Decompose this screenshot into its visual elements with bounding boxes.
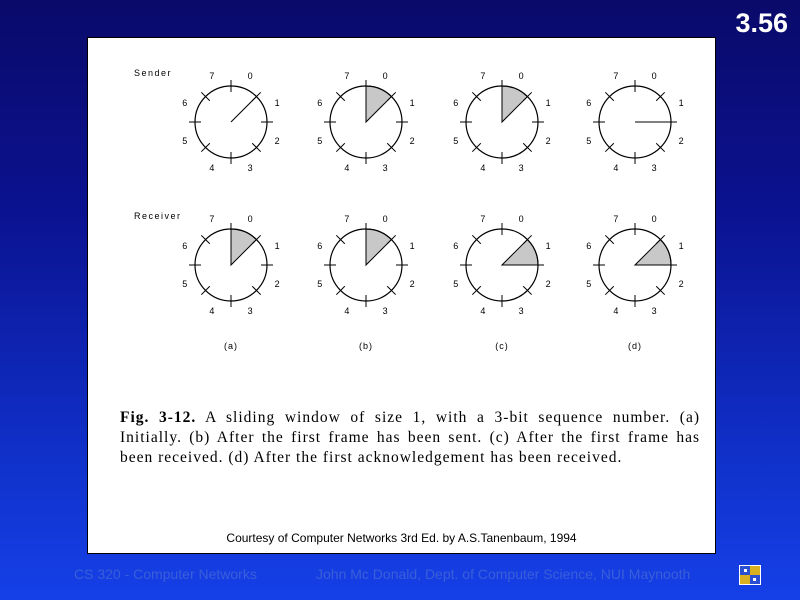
sender-position-label-1-6: 6 — [317, 97, 323, 108]
sender-position-label-1-4: 4 — [344, 163, 350, 174]
sender-position-label-3-5: 5 — [586, 136, 592, 147]
receiver-position-label-3-4: 4 — [613, 306, 619, 317]
receiver-position-label-2-4: 4 — [480, 306, 486, 317]
receiver-position-label-0-1: 1 — [274, 240, 280, 251]
sender-position-label-3-2: 2 — [678, 136, 684, 147]
receiver-window-sector-1 — [366, 229, 391, 265]
receiver-position-label-3-5: 5 — [586, 279, 592, 290]
sender-position-label-0-2: 2 — [274, 136, 280, 147]
receiver-position-label-0-7: 7 — [209, 213, 215, 224]
sender-position-label-2-5: 5 — [453, 136, 459, 147]
receiver-position-label-1-5: 5 — [317, 279, 323, 290]
sender-position-label-0-4: 4 — [209, 163, 215, 174]
sender-label: Sender — [134, 68, 173, 78]
sender-position-label-1-0: 0 — [382, 70, 388, 81]
caption-figure-ref: Fig. 3-12. — [120, 409, 197, 426]
sender-position-label-0-1: 1 — [274, 97, 280, 108]
receiver-label: Receiver — [134, 211, 182, 221]
receiver-position-label-2-3: 3 — [518, 306, 524, 317]
receiver-position-label-2-2: 2 — [545, 279, 551, 290]
sender-position-label-3-7: 7 — [613, 70, 619, 81]
figure-panel — [87, 37, 716, 554]
receiver-window-sector-3 — [635, 240, 671, 265]
sender-position-label-3-3: 3 — [651, 163, 657, 174]
sender-position-label-1-7: 7 — [344, 70, 350, 81]
panel-label-3: (d) — [628, 341, 642, 351]
sender-window-sector-2 — [502, 86, 527, 122]
receiver-position-label-1-0: 0 — [382, 213, 388, 224]
sender-position-label-2-7: 7 — [480, 70, 486, 81]
courtesy-note: Courtesy of Computer Networks 3rd Ed. by A.S.Tanenbaum, 1994 — [226, 531, 577, 545]
receiver-position-label-1-7: 7 — [344, 213, 350, 224]
receiver-position-label-0-6: 6 — [182, 240, 188, 251]
sender-position-label-3-6: 6 — [586, 97, 592, 108]
sender-position-label-2-1: 1 — [545, 97, 551, 108]
receiver-position-label-0-3: 3 — [247, 306, 253, 317]
sender-position-label-0-7: 7 — [209, 70, 215, 81]
sender-position-label-3-0: 0 — [651, 70, 657, 81]
receiver-position-label-0-4: 4 — [209, 306, 215, 317]
sender-position-label-2-2: 2 — [545, 136, 551, 147]
receiver-window-sector-2 — [502, 240, 538, 265]
receiver-position-label-3-7: 7 — [613, 213, 619, 224]
sender-position-label-1-3: 3 — [382, 163, 388, 174]
sliding-window-diagram — [88, 38, 715, 368]
footer-author: John Mc Donald, Dept. of Computer Science, NUI Maynooth — [316, 566, 691, 582]
footer-course: CS 320 - Computer Networks — [74, 566, 257, 582]
caption-text: A sliding window of size 1, with a 3-bit sequence number. (a) Initially. (b) After the first frame has been sent. (c) After the first frame has been received. (d) After the first acknowledgement has been received. — [120, 409, 701, 466]
sender-position-label-3-1: 1 — [678, 97, 684, 108]
sender-position-label-3-4: 4 — [613, 163, 619, 174]
receiver-position-label-2-0: 0 — [518, 213, 524, 224]
receiver-position-label-2-5: 5 — [453, 279, 459, 290]
panel-label-0: (a) — [224, 341, 238, 351]
panel-label-1: (b) — [359, 341, 373, 351]
receiver-position-label-3-0: 0 — [651, 213, 657, 224]
receiver-position-label-3-1: 1 — [678, 240, 684, 251]
receiver-position-label-3-3: 3 — [651, 306, 657, 317]
sender-window-sector-1 — [366, 86, 391, 122]
receiver-position-label-2-1: 1 — [545, 240, 551, 251]
receiver-position-label-1-2: 2 — [409, 279, 415, 290]
receiver-position-label-0-5: 5 — [182, 279, 188, 290]
receiver-position-label-1-3: 3 — [382, 306, 388, 317]
sender-position-label-0-0: 0 — [247, 70, 253, 81]
sender-position-label-1-1: 1 — [409, 97, 415, 108]
receiver-position-label-1-1: 1 — [409, 240, 415, 251]
receiver-position-label-0-0: 0 — [247, 213, 253, 224]
sender-position-label-2-6: 6 — [453, 97, 459, 108]
receiver-position-label-1-4: 4 — [344, 306, 350, 317]
receiver-position-label-3-2: 2 — [678, 279, 684, 290]
receiver-position-label-2-6: 6 — [453, 240, 459, 251]
sender-position-label-1-2: 2 — [409, 136, 415, 147]
sender-position-label-0-6: 6 — [182, 97, 188, 108]
sender-position-label-1-5: 5 — [317, 136, 323, 147]
sender-position-label-2-0: 0 — [518, 70, 524, 81]
slide-number: 3.56 — [735, 8, 788, 38]
receiver-position-label-3-6: 6 — [586, 240, 592, 251]
receiver-position-label-0-2: 2 — [274, 279, 280, 290]
figure-caption — [120, 408, 700, 468]
receiver-position-label-2-7: 7 — [480, 213, 486, 224]
sender-position-label-0-5: 5 — [182, 136, 188, 147]
sender-position-label-0-3: 3 — [247, 163, 253, 174]
sender-position-label-2-4: 4 — [480, 163, 486, 174]
sender-pointer-0 — [231, 97, 256, 122]
university-crest-icon — [739, 565, 761, 585]
panel-label-2: (c) — [495, 341, 509, 351]
receiver-position-label-1-6: 6 — [317, 240, 323, 251]
sender-position-label-2-3: 3 — [518, 163, 524, 174]
receiver-window-sector-0 — [231, 229, 256, 265]
